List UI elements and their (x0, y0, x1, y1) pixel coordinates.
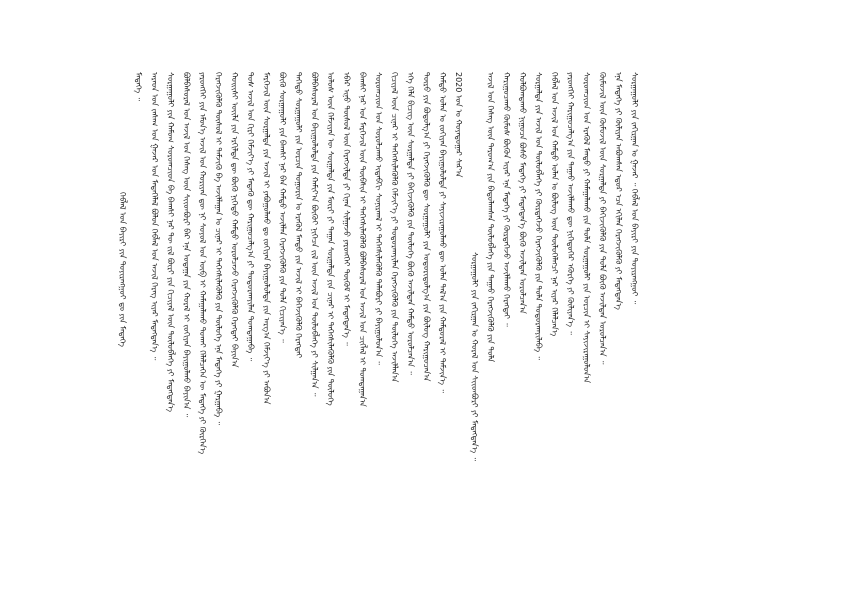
text-column: ᠰᠤᠷᠭᠠᠭᠤᠯᠢ ᠶᠢᠨ ᠵᠠᠬᠢᠷᠭᠠᠨ ᠤ ᠬᠤᠷᠠᠯ ᠤᠨ ᠰᠢᠢᠳᠪᠦᠷᠢ ᠶᠢ ᠮᠡᠳᠡᠭᠳᠡᠨ᠎ᠡ ᠃ (470, 252, 479, 461)
text-column: ᠰᠤᠷᠭᠠᠭᠤᠯᠢ ᠶᠢᠨ ᠵᠠᠬᠢᠷᠭᠠᠨ ᠤ ᠭᠠᠵᠠᠷ ᠃ ᠬᠡᠪᠯᠡᠯ ᠤᠨ ᠪᠠᠶᠢᠷᠢ ᠶᠢᠨ ᠲᠤᠶᠢᠷᠠᠩᠭ᠋ᠤᠢ ᠃ (630, 72, 639, 305)
text-column: ᠠᠵᠢᠯ ᠤᠨ ᠬᠡᠰᠡᠭ ᠦᠨ ᠳᠠᠷᠤᠭ᠎ᠠ ᠶᠢᠨ ᠪᠠᠲᠤᠯᠠᠭᠰᠠᠨ ᠲᠥᠯᠥᠪᠯᠡᠭᠡ ᠶᠢᠨ ᠳᠠᠭᠠᠤ ᠬᠡᠷᠡᠭᠵᠢᠭᠦᠯᠬᠦ ᠶᠢᠨ ᠲᠤᠯᠠ (486, 72, 495, 363)
text-column: ᠬᠡᠪᠯᠡᠯ ᠤᠨ ᠠᠵᠢᠯ ᠤᠨ ᠬᠠᠮᠲᠤ ᠣᠯᠠᠨ ᠤ ᠪᠦᠯᠦᠭ ᠦᠨ ᠲᠥᠯᠥᠭᠡᠯᠡᠭᠴᠢ ᠨᠠᠷ ᠢᠶᠠᠷ ᠬᠡᠯᠡᠯᠴᠡᠨ᠎ᠡ (550, 72, 559, 337)
mongolian-text-block (118, 72, 684, 572)
text-column: ᠪᠠᠭᠰᠢ ᠨᠠᠷ ᠤᠨ ᠮᠡᠷᠭᠡᠵᠢᠯ ᠦᠨ ᠲᠦᠪᠰᠢᠨ ᠢ ᠳᠡᠭᠡᠭᠰᠢᠯᠡᠭᠦᠯᠬᠦ ᠪᠣᠯᠪᠠᠰᠤᠷᠠᠯ ᠤᠨ ᠠᠵᠢᠯ ᠤᠨ ᠴᠢᠭᠯᠡᠯ ᠢ ᠲᠣᠭᠲᠠᠭᠠᠨ᠎ᠠ (358, 72, 367, 407)
text-column: ᠰᠤᠷᠭᠠᠯᠲᠠ ᠶᠢᠨ ᠠᠵᠢᠯ ᠤᠨ ᠲᠥᠯᠥᠪᠯᠡᠭᠡ ᠶᠢ ᠬᠦᠷᠲᠡᠭᠡᠵᠦ ᠬᠡᠷᠡᠭᠵᠢᠭᠦᠯᠬᠦ ᠶᠢᠨ ᠲᠤᠯᠠ ᠲᠣᠳᠤᠷᠬᠠᠶᠢᠯᠠᠪᠠ ᠃ (534, 72, 543, 360)
text-column: ᠠᠷᠠᠳ ᠤᠨ ᠵᠠᠰᠠᠭ ᠤᠨ ᠭᠠᠵᠠᠷ ᠤᠨ ᠮᠡᠳᠡᠭᠡᠯᠡᠯ ᠪᠣᠯᠤᠨ ᠬᠡᠪᠯᠡᠯ ᠤᠨ ᠠᠵᠢᠯ ᠬᠡᠷᠡᠭ ᠢᠶᠡᠷ ᠮᠡᠳᠡᠭᠳᠡᠨ᠎ᠡ ᠃ (150, 72, 159, 361)
text-column: ᠪᠣᠯᠪᠠᠰᠤᠷᠠᠯ ᠤᠨ ᠠᠵᠢᠯ ᠤᠨ ᠬᠡᠰᠡᠭ ᠦᠨ ᠰᠢᠢᠳᠪᠦᠷᠢ ᠪᠡᠷ ᠡᠨᠡ ᠤᠳᠠᠭᠠ ᠶᠢᠨ ᠬᠤᠷᠠᠯ ᠢ ᠵᠣᠬᠢᠶᠠᠨ ᠪᠠᠶᠢᠭᠤᠯᠬᠤ ᠪᠠᠶᠢᠨ᠎ᠠ ᠃ (182, 72, 191, 418)
text-column: ᠪᠣᠯᠪᠠᠰᠤᠷᠠᠯ ᠤᠨ ᠪᠠᠶᠢᠭᠤᠯᠤᠯᠲᠠ ᠶᠢᠨ ᠬᠠᠮᠢᠶ᠎ᠠ ᠪᠦᠬᠦᠢ ᠨᠢᠭᠡᠴᠡ ᠵᠢᠯ ᠦᠨ ᠠᠵᠢᠯ ᠤᠨ ᠲᠥᠯᠥᠪᠯᠡᠭᠡ ᠶᠢ ᠰᠢᠯᠭᠠᠨ᠎ᠠ ᠃ (310, 72, 319, 397)
text-column: ᠶᠡᠷᠦᠩᠬᠡᠢ ᠬᠠᠷᠢᠭᠤᠴᠠᠯᠭ᠎ᠠ ᠶᠢᠨ ᠳᠠᠭᠠᠤ ᠠᠵᠢᠯᠯᠠᠬᠤ ᠳᠦ ᠨᠢᠭᠡᠳᠦᠭᠡᠷ ᠡᠭᠦᠷᠭᠡ ᠶᠢ ᠬᠦᠯᠢᠶᠡᠨ᠎ᠡ ᠃ (566, 72, 575, 335)
text-column: ᠬᠢᠴᠢᠶᠡᠯ ᠦᠨ ᠴᠢᠨᠠᠷ ᠢ ᠳᠡᠭᠡᠭᠰᠢᠯᠡᠭᠦᠯᠬᠦ ᠬᠡᠮᠵᠢᠶ᠎ᠡ ᠶᠢ ᠲᠣᠳᠤᠷᠬᠠᠶᠢᠯᠠᠨ ᠬᠡᠷᠡᠭᠵᠢᠭᠦᠯᠬᠦ ᠶᠢᠨ ᠲᠥᠯᠥᠭᠡ ᠠᠵᠢᠯᠯᠠᠨ᠎ᠠ (390, 72, 399, 383)
text-column: ᠬᠠᠮᠲᠤ ᠣᠯᠠᠨ ᠤ ᠵᠣᠬᠢᠶᠠᠨ ᠪᠠᠶᠢᠭᠤᠯᠤᠯᠲᠠ ᠶᠢ ᠰᠠᠶᠢᠵᠢᠷᠠᠭᠤᠯᠬᠤ ᠳᠦ ᠣᠯᠠᠨ ᠲᠠᠯ᠎ᠠ ᠶᠢᠨ ᠬᠠᠮᠲᠤᠷᠠᠯ ᠢ ᠳᠡᠮᠵᠢᠨ᠎ᠡ ᠃ (438, 72, 447, 393)
text-column: ᠬᠣᠢᠢᠰᠢ ᠦᠢᠯᠡ ᠶᠢᠨ ᠡᠷᠭᠢᠯᠲᠡ ᠳᠦ ᠪᠦᠬᠦ ᠨᠢᠭᠡᠲᠦ ᠬᠠᠮᠲᠤ ᠣᠷᠣᠯᠴᠠᠵᠤ ᠬᠡᠷᠡᠭᠵᠢᠭᠦᠯᠬᠦ ᠬᠡᠷᠡᠭᠲᠡᠢ ᠪᠠᠶᠢᠨ᠎ᠠ (230, 72, 239, 368)
text-column: 2020 ᠣᠨ ᠤ ᠬᠣᠶᠠᠳᠤᠭᠠᠷ ᠰᠠᠷ᠎ᠠ (454, 72, 463, 178)
text-column: ᠲᠤᠰ ᠠᠵᠢᠯ ᠤᠨ ᠬᠢᠷᠢ ᠬᠡᠮᠵᠢᠶ᠎ᠡ ᠶᠢ ᠮᠡᠳᠡᠬᠦ ᠳᠦ ᠬᠠᠷᠢᠭᠤᠴᠠᠯᠭ᠎ᠠ ᠶᠢ ᠲᠣᠳᠤᠷᠬᠠᠶᠢᠯᠠᠨ ᠲᠣᠭᠲᠠᠭᠠᠪᠠ ᠃ (246, 72, 255, 362)
text-column: ᠡᠬᠡ ᠬᠡᠯᠡ ᠪᠢᠴᠢᠭ ᠦᠨ ᠰᠤᠷᠭᠠᠯᠲᠠ ᠶᠢ ᠪᠡᠬᠢᠵᠢᠭᠦᠯᠬᠦ ᠶᠢᠨ ᠲᠥᠯᠥᠭᠡ ᠪᠦᠬᠦ ᠠᠵᠢᠯᠲᠠᠨ ᠬᠠᠮᠲᠤ ᠣᠷᠣᠯᠴᠠᠨ᠎ᠠ ᠃ (406, 72, 415, 375)
text-column: ᠬᠡᠪᠯᠡᠯ ᠤᠨ ᠪᠠᠶᠢᠷᠢ ᠶᠢᠨ ᠲᠤᠶᠢᠷᠠᠩᠭ᠋ᠤᠢ ᠳᠤ ᠶᠢᠨ ᠮᠡᠳᠡᠭᠡ (118, 192, 127, 347)
text-column: ᠶᠡᠷᠦᠩᠬᠡᠢ ᠶᠢᠨ ᠡᠮᠦᠨ᠎ᠡ ᠠᠵᠢᠯ ᠤᠨ ᠬᠣᠷᠢᠶᠠᠨ ᠳᠦ ᠨᠢ ᠰᠣᠶᠣᠯ ᠤᠨ ᠥᠪ ᠢ ᠬᠠᠮᠠᠭᠠᠯᠠᠬᠤ ᠲᠤᠬᠠᠢ ᠬᠡᠯᠡᠯᠴᠡᠭᠡᠨ ᠦ ᠮᠡᠳᠡᠭᠡ ᠶᠢ ᠬᠦᠷᠭᠡᠨ᠎ᠡ (198, 72, 207, 455)
text-column: ᠰᠤᠷᠤᠭᠴᠢᠳ ᠤᠨ ᠡᠷᠡᠬᠦᠯ ᠮᠡᠨᠳᠦ ᠶᠢ ᠬᠠᠮᠠᠭᠠᠯᠠᠬᠤ ᠶᠢᠨ ᠲᠤᠯᠠ ᠰᠤᠷᠭᠠᠭᠤᠯᠢ ᠶᠢᠨ ᠣᠷᠴᠢᠨ ᠢ ᠰᠠᠶᠢᠵᠢᠷᠠᠭᠤᠯᠤᠨ᠎ᠠ (582, 72, 591, 384)
text-column: ᠡᠪᠡᠷ ᠢᠨᠦ ᠲᠥᠰᠥᠯ ᠦᠨ ᠬᠡᠷᠡᠭᠵᠢᠯᠲᠡ ᠶᠢ ᠬᠢᠨᠠᠨ ᠰᠢᠯᠭᠠᠵᠤ ᠶᠡᠷᠦᠩᠬᠡᠢ ᠳᠦᠭᠦᠮ ᠢ ᠮᠡᠳᠡᠭᠳᠡᠨ᠎ᠡ ᠃ (342, 72, 351, 346)
text-column: ᠰᠤᠷᠭᠠᠭᠤᠯᠢ ᠶᠢᠨ ᠬᠠᠮᠤᠭ ᠰᠤᠷᠤᠭᠴᠢᠳ ᠪᠠ ᠪᠠᠭᠰᠢ ᠨᠠᠷ ᠲᠦ ᠵᠢᠯ ᠪᠦᠷᠢ ᠶᠢᠨ ᠬᠢᠴᠢᠶᠡᠯ ᠦᠨ ᠲᠥᠯᠥᠪᠯᠡᠭᠡ ᠶᠢ ᠮᠡᠳᠡᠭᠳᠡᠨ᠎ᠡ (166, 72, 175, 412)
text-column: ᠮᠡᠷᠭᠡᠵᠢᠯ ᠦᠨ ᠰᠤᠷᠭᠠᠯᠲᠠ ᠶᠢᠨ ᠠᠵᠢᠯ ᠢ ᠶᠠᠪᠤᠭᠤᠯᠬᠤ ᠳᠤ ᠵᠣᠬᠢᠶᠠᠨ ᠪᠠᠶᠢᠭᠤᠯᠤᠯᠲᠠ ᠶᠢᠨ ᠠᠷᠭ᠎ᠠ ᠬᠡᠮᠵᠢᠶ᠎ᠡ ᠶᠢ ᠠᠪᠤᠨ᠎ᠠ (262, 72, 271, 405)
text-column: ᠮᠡᠳᠡᠭᠡ ᠃ (134, 72, 143, 101)
text-column: ᠬᠡᠷᠡᠭᠵᠢᠭᠦᠯᠬᠦ ᠲᠥᠰᠥᠯ ᠢ ᠳᠡᠮᠵᠢᠬᠦ ᠪᠠ ᠠᠵᠢᠯᠯᠠᠭᠠᠨ ᠤ ᠴᠢᠨᠠᠷ ᠢ ᠳᠡᠭᠡᠭᠰᠢᠯᠡᠭᠦᠯᠬᠦ ᠶᠢᠨ ᠲᠥᠯᠥᠭᠡ ᠡᠨᠡ ᠮᠡᠳᠡᠭᠡ ᠶᠢ ᠭᠠᠷᠭᠠᠪᠠ ᠃ (214, 72, 223, 426)
text-column: ᠬᠦᠮᠦᠵᠢᠯ ᠦᠨ ᠬᠦᠮᠦᠵᠢᠯ ᠦᠨ ᠰᠤᠷᠭᠠᠯᠲᠠ ᠶᠢ ᠪᠡᠬᠢᠵᠢᠭᠦᠯᠬᠦ ᠶᠢᠨ ᠲᠤᠯᠠ ᠪᠦᠬᠦ ᠠᠵᠢᠯᠲᠠᠨ ᠣᠷᠣᠯᠴᠠᠨ᠎ᠠ ᠃ (598, 72, 607, 365)
text-column: ᠬᠠᠷᠢᠭᠤᠴᠠᠬᠤ ᠬᠦᠮᠦᠰ ᠪᠦᠬᠦᠨ ᠢᠶᠡᠷ ᠡᠨᠡ ᠮᠡᠳᠡᠭᠡ ᠶᠢ ᠬᠦᠷᠲᠡᠭᠡᠵᠦ ᠠᠵᠢᠯᠯᠠᠬᠤ ᠬᠡᠷᠡᠭᠲᠡᠢ ᠃ (502, 72, 511, 327)
text-column: ᠰᠤᠷᠤᠭᠴᠢᠳ ᠤᠨ ᠰᠤᠷᠤᠯᠴᠠᠬᠤ ᠢᠳᠡᠪᠬᠢ ᠰᠣᠨᠢᠷᠬᠠᠯ ᠢ ᠳᠡᠭᠡᠭᠰᠢᠯᠡᠭᠦᠯᠬᠦ ᠲᠡᠯᠡᠪᠦᠷᠢ ᠶᠢ ᠪᠠᠶᠢᠭᠤᠯᠤᠨ᠎ᠠ ᠃ (374, 72, 383, 365)
text-column: ᠳᠡᠭᠡᠳᠦ ᠰᠤᠷᠭᠠᠭᠤᠯᠢ ᠶᠢᠨ ᠣᠷᠴᠢᠨ ᠲᠣᠭᠣᠷᠢᠨ ᠤ ᠡᠷᠡᠬᠦᠯ ᠮᠡᠨᠳᠦ ᠶᠢᠨ ᠠᠵᠢᠯ ᠢ ᠪᠡᠭᠡᠵᠢᠬᠦᠯᠬᠦ ᠬᠡᠷᠡᠭᠲᠡᠢ (294, 72, 303, 359)
text-column: ᠲᠥᠷᠦ ᠶᠢᠨ ᠪᠣᠳᠣᠯᠭ᠎ᠠ ᠶᠢ ᠬᠡᠷᠡᠭᠵᠢᠭᠦᠯᠬᠦ ᠳᠦ ᠰᠤᠷᠭᠠᠭᠤᠯᠢ ᠶᠢᠨ ᠤᠳᠤᠷᠢᠳᠤᠯᠭ᠎ᠠ ᠶᠢᠨ ᠪᠦᠯᠦᠭ ᠬᠠᠷᠢᠭᠤᠴᠠᠨ᠎ᠠ (422, 72, 431, 382)
text-column: ᠤᠯᠤᠰ ᠦᠨ ᠬᠡᠮᠵᠢᠶᠡᠨ ᠦ ᠰᠤᠷᠭᠠᠯᠲᠠ ᠶᠢᠨ ᠮᠥᠷᠢ ᠶᠢ ᠳᠠᠭᠠᠨ ᠰᠤᠷᠭᠠᠯᠲᠠ ᠶᠢᠨ ᠴᠢᠨᠠᠷ ᠢ ᠳᠡᠭᠡᠭᠰᠢᠯᠡᠭᠦᠯᠬᠦ ᠶᠢᠨ ᠲᠥᠯᠥᠭᠡ (326, 72, 335, 406)
text-column: ᠡᠨᠡ ᠮᠡᠳᠡᠭᠡ ᠶᠢ ᠬᠦᠯᠢᠶᠡᠨ ᠠᠪᠤᠭᠰᠠᠨ ᠡᠳᠦᠷ ᠡᠴᠡ ᠡᠬᠢᠯᠡᠨ ᠬᠡᠷᠡᠭᠵᠢᠭᠦᠯᠬᠦ ᠶᠢ ᠮᠡᠳᠡᠭᠳᠡᠨ᠎ᠡ (614, 72, 623, 310)
text-column: ᠬᠣᠯᠪᠣᠭᠳᠠᠬᠤ ᠨᠢᠭᠤᠴᠠ ᠪᠣᠰᠤ ᠮᠡᠳᠡᠭᠡ ᠶᠢ ᠮᠡᠳᠡᠭᠳᠡᠨ᠎ᠡ ᠪᠦᠬᠦ ᠠᠵᠢᠯᠲᠠᠨ ᠣᠷᠣᠯᠴᠠᠨ᠎ᠠ (518, 72, 527, 314)
text-column: ᠪᠦᠬᠦ ᠰᠤᠷᠭᠠᠭᠤᠯᠢ ᠶᠢᠨ ᠪᠠᠭᠰᠢ ᠨᠠᠷ ᠪᠠᠨ ᠬᠠᠮᠲᠤ ᠠᠵᠢᠯᠯᠠᠨ ᠬᠡᠷᠡᠭᠵᠢᠭᠦᠯᠬᠦ ᠶᠢᠨ ᠲᠤᠯᠠ ᠬᠢᠴᠢᠶᠡᠨ᠎ᠡ ᠃ (278, 72, 287, 343)
